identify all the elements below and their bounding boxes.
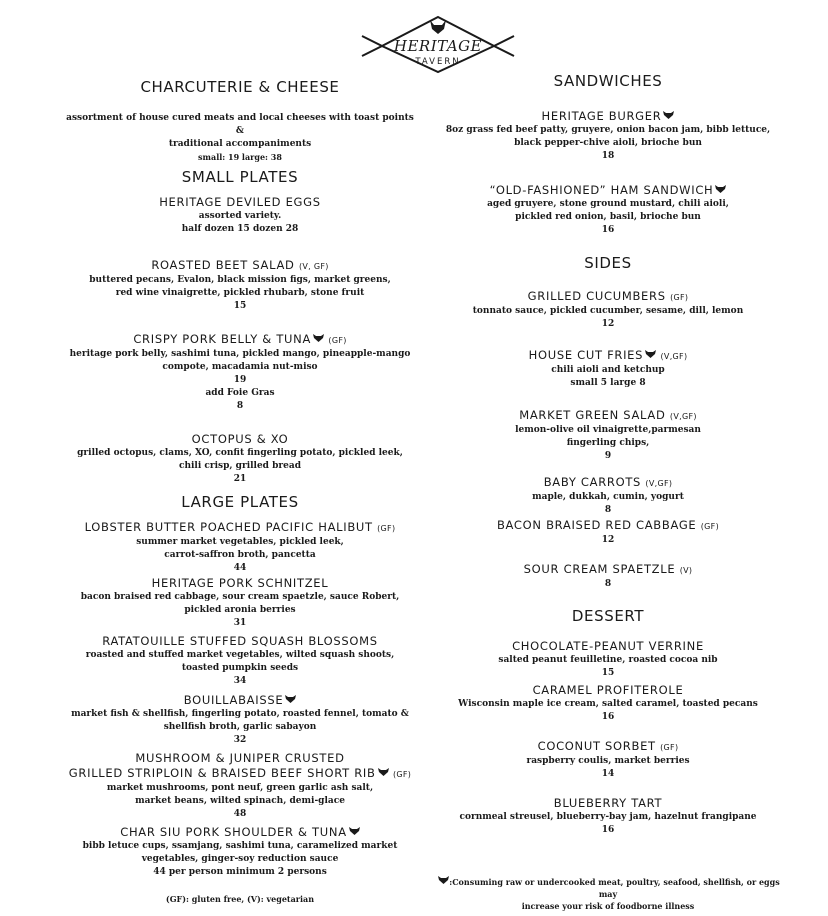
section-title-charcuterie: CHARCUTERIE & CHEESE <box>140 78 340 96</box>
large-plates-section <box>62 493 418 511</box>
section-title-sandwiches: SANDWICHES <box>553 72 663 90</box>
diet-tag: (V, GF) <box>298 262 329 271</box>
section-title-large-plates: LARGE PLATES <box>181 493 299 511</box>
menu-item-ham-sandwich: “OLD-FASHIONED” HAM SANDWICH aged gruyere, stone ground mustard, chili aioli, pickled red onion, basil, brioche bun 16 <box>487 183 729 235</box>
item-name: SOUR CREAM SPAETZLE <box>523 562 676 576</box>
item-name: CARAMEL PROFITEROLE <box>532 683 684 697</box>
menu-item-grilled-cucumbers: GRILLED CUCUMBERS (GF) tonnato sauce, pickled cucumber, sesame, dill, lemon 12 <box>472 289 744 329</box>
menu-item-striploin: MUSHROOM & JUNIPER CRUSTED GRILLED STRIPLOIN & BRAISED BEEF SHORT RIB (GF) market mushrooms, pont neuf, green garlic ash salt, market beans, wilted spinach, demi-glace 48 <box>62 751 418 821</box>
diet-tag: (V) <box>679 566 693 575</box>
diet-tag: (V,GF) <box>645 479 673 488</box>
menu-item-red-cabbage: BACON BRAISED RED CABBAGE (GF) 12 <box>496 518 720 545</box>
diet-tag: (GF) <box>660 743 679 752</box>
raw-food-disclaimer: :Consuming raw or undercooked meat, poultry, seafood, shellfish, or eggs may increase your risk of foodborne illness <box>430 876 786 912</box>
menu-item-heritage-burger: HERITAGE BURGER 8oz grass fed beef patty, gruyere, onion bacon jam, bibb lettuce, black pepper-chive aioli, brioche bun 18 <box>445 109 771 161</box>
menu-item-crispy-pork-belly: CRISPY PORK BELLY & TUNA (GF) heritage pork belly, sashimi tuna, pickled mango, pineapple-mango compote, macadamia nut-miso 19 add Foie Gras 8 <box>69 332 411 411</box>
item-name: OCTOPUS & XO <box>191 432 289 446</box>
menu-item-house-cut-fries: HOUSE CUT FRIES (V,GF) chili aioli and ketchup small 5 large 8 <box>528 348 688 388</box>
item-name: HERITAGE PORK SCHNITZEL <box>151 576 329 590</box>
item-name: BABY CARROTS <box>543 475 642 489</box>
item-name: HOUSE CUT FRIES <box>528 348 644 362</box>
fox-head-icon <box>438 876 449 884</box>
item-name: MUSHROOM & JUNIPER CRUSTED <box>135 751 345 765</box>
menu-item-baby-carrots: BABY CARROTS (V,GF) maple, dukkah, cumin, yogurt 8 <box>532 475 684 515</box>
menu-item-blueberry-tart: BLUEBERRY TART cornmeal streusel, blueberry-bay jam, hazelnut frangipane 16 <box>430 796 786 837</box>
section-title-small-plates: SMALL PLATES <box>181 168 299 186</box>
charcuterie-section <box>62 78 418 96</box>
menu-item-char-siu: CHAR SIU PORK SHOULDER & TUNA bibb letuce cups, ssamjang, sashimi tuna, caramelized market vegetables, ginger-soy reduction sauce 44 per person minimum 2 persons <box>82 825 398 877</box>
item-name: GRILLED CUCUMBERS <box>527 289 666 303</box>
fox-head-icon <box>378 768 389 776</box>
item-name: LOBSTER BUTTER POACHED PACIFIC HALIBUT <box>84 520 373 534</box>
menu-item-roasted-beet-salad: ROASTED BEET SALAD (V, GF) buttered pecans, Evalon, black mission figs, market greens, red wine vinaigrette, pickled rhubarb, stone fruit 15 <box>89 258 391 311</box>
heritage-tavern-logo <box>360 14 516 74</box>
item-name: COCONUT SORBET <box>537 739 656 753</box>
item-name-2: GRILLED STRIPLOIN & BRAISED BEEF SHORT RIB <box>68 766 376 780</box>
diet-tag: (GF) <box>328 336 347 345</box>
item-name: HERITAGE BURGER <box>541 109 662 123</box>
dessert-section <box>430 607 786 625</box>
item-name: BACON BRAISED RED CABBAGE <box>496 518 697 532</box>
diet-tag: (V,GF) <box>669 412 697 421</box>
small-plates-section <box>62 168 418 186</box>
menu-item-market-green-salad: MARKET GREEN SALAD (V,GF) lemon-olive oil vinaigrette,parmesan fingerling chips, 9 <box>515 408 701 461</box>
section-title-dessert: DESSERT <box>571 607 645 625</box>
menu-item-halibut: LOBSTER BUTTER POACHED PACIFIC HALIBUT (GF) summer market vegetables, pickled leek, carrot-saffron broth, pancetta 44 <box>84 520 396 573</box>
menu-item-ratatouille: RATATOUILLE STUFFED SQUASH BLOSSOMS roasted and stuffed market vegetables, wilted squash shoots, toasted pumpkin seeds 34 <box>62 634 418 688</box>
menu-item-sour-cream-spaetzle: SOUR CREAM SPAETZLE (V) 8 <box>523 562 693 589</box>
item-name: HERITAGE DEVILED EGGS <box>159 195 321 209</box>
menu-item-deviled-eggs: HERITAGE DEVILED EGGS assorted variety. half dozen 15 dozen 28 <box>62 195 418 236</box>
item-name: BOUILLABAISSE <box>183 693 284 707</box>
item-name: BLUEBERRY TART <box>553 796 663 810</box>
diet-tag: (GF) <box>700 522 720 531</box>
menu-item-bouillabaisse: BOUILLABAISSE market fish & shellfish, fingerling potato, roasted fennel, tomato & shellfish broth, garlic sabayon 32 <box>71 693 409 745</box>
section-title-sides: SIDES <box>584 254 632 272</box>
menu-item-octopus-xo: OCTOPUS & XO grilled octopus, clams, XO, confit fingerling potato, pickled leek, chili crisp, grilled bread 21 <box>62 432 418 486</box>
svg-text:HERITAGE: HERITAGE <box>393 37 483 55</box>
fox-head-icon <box>645 350 656 358</box>
diet-legend: (GF): gluten free, (V): vegetarian <box>165 894 315 904</box>
item-name: “OLD-FASHIONED” HAM SANDWICH <box>489 183 714 197</box>
item-name: CHOCOLATE-PEANUT VERRINE <box>512 639 704 653</box>
diet-tag: (GF) <box>377 524 396 533</box>
diet-tag: (V,GF) <box>660 352 688 361</box>
item-name: CRISPY PORK BELLY & TUNA <box>133 332 312 346</box>
item-name: MARKET GREEN SALAD <box>519 408 666 422</box>
item-name: ROASTED BEET SALAD <box>151 258 295 272</box>
fox-head-icon <box>663 111 674 119</box>
menu-item-caramel-profiterole: CARAMEL PROFITEROLE Wisconsin maple ice cream, salted caramel, toasted pecans 16 <box>430 683 786 724</box>
svg-text:TAVERN: TAVERN <box>415 57 461 67</box>
diet-tag: (GF) <box>392 770 412 779</box>
fox-head-icon <box>313 334 324 342</box>
menu-item-pork-schnitzel: HERITAGE PORK SCHNITZEL bacon braised red cabbage, sour cream spaetzle, sauce Robert, pickled aronia berries 31 <box>62 576 418 630</box>
item-name: CHAR SIU PORK SHOULDER & TUNA <box>120 825 347 839</box>
sides-section <box>430 254 786 272</box>
fox-head-icon <box>715 185 726 193</box>
item-name: RATATOUILLE STUFFED SQUASH BLOSSOMS <box>102 634 378 648</box>
menu-item-chocolate-peanut-verrine: CHOCOLATE-PEANUT VERRINE salted peanut feuilletine, roasted cocoa nib 15 <box>430 639 786 680</box>
menu-item-coconut-sorbet: COCONUT SORBET (GF) raspberry coulis, market berries 14 <box>526 739 690 779</box>
diet-tag: (GF) <box>670 293 689 302</box>
sandwiches-section <box>430 72 786 90</box>
fox-head-icon <box>349 827 360 835</box>
charcuterie-item: assortment of house cured meats and local cheeses with toast points & traditional accompaniments small: 19 large: 38 <box>66 113 414 162</box>
fox-head-icon <box>285 695 296 703</box>
